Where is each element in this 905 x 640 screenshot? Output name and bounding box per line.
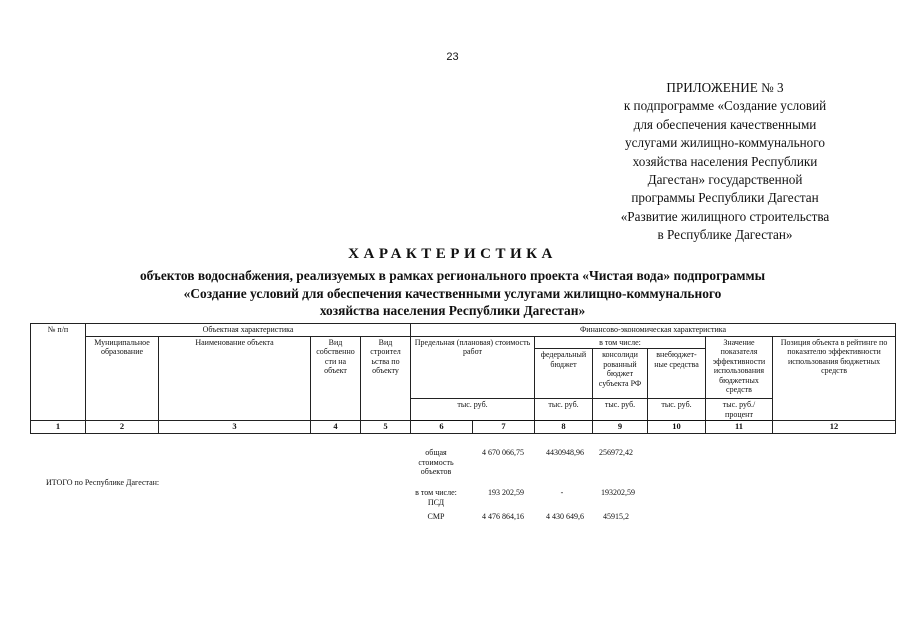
row-design-docs-federal: - <box>560 488 564 497</box>
including-header: в том числе: <box>535 336 706 349</box>
max-cost-header: Предельная (плановая) стоимость работ <box>411 336 535 399</box>
row-label-design-docs: в том числе: ПСД <box>415 488 457 507</box>
column-number: 8 <box>535 421 593 434</box>
row-total-cost-federal: 4430948,96 <box>546 448 584 457</box>
consolidated-unit: тыс. руб. <box>593 399 648 421</box>
appendix-line: ПРИЛОЖЕНИЕ № 3 <box>666 80 784 95</box>
rating-position-header: Позиция объекта в рейтинге по показателю эффективности использования бюджетных средств <box>773 336 896 421</box>
column-number: 7 <box>473 421 535 434</box>
appendix-line: к подпрограмме «Создание условий <box>623 98 827 114</box>
finance-characteristic-header: Финансово-экономическая характеристика <box>411 324 896 337</box>
subtitle-line: хозяйства населения Республики Дагестан» <box>319 303 586 318</box>
construction-type-header: Вид строител ьства по объекту <box>361 336 411 421</box>
total-label: ИТОГО по Республике Дагестан: <box>46 478 160 487</box>
max-cost-unit: тыс. руб. <box>411 399 535 421</box>
column-number: 6 <box>411 421 473 434</box>
appendix-line: хозяйства населения Республики <box>632 153 818 169</box>
object-name-header: Наименование объекта <box>159 336 311 421</box>
subtitle-line: объектов водоснабжения, реализуемых в рамках регионального проекта «Чистая вода» подпрограммы <box>139 268 766 283</box>
municipality-header: Муниципальное образование <box>86 336 159 421</box>
appendix-line: для обеспечения качественными <box>633 116 817 132</box>
col-number-header: № п/п <box>31 324 86 421</box>
efficiency-header: Значение показателя эффективности использования бюджетных средств <box>706 336 773 399</box>
consolidated-budget-header: консолиди рованный бюджет субъекта РФ <box>593 349 648 399</box>
column-number: 11 <box>706 421 773 434</box>
appendix-line: Дагестан» государственной <box>647 172 803 188</box>
column-number: 9 <box>593 421 648 434</box>
ownership-header: Вид собственно сти на объект <box>311 336 361 421</box>
document-subtitle <box>0 267 905 320</box>
row-total-cost-sum: 4 670 066,75 <box>482 448 524 457</box>
row-total-cost-consolidated: 256972,42 <box>599 448 633 457</box>
row-label-total-cost: общая стоимость объектов <box>418 448 454 476</box>
federal-budget-header: федеральный бюджет <box>535 349 593 399</box>
appendix-line: «Развитие жилищного строительства <box>620 208 830 224</box>
object-characteristic-header: Объектная характеристика <box>86 324 411 337</box>
column-number: 4 <box>311 421 361 434</box>
efficiency-unit: тыс. руб./ процент <box>706 399 773 421</box>
column-number: 5 <box>361 421 411 434</box>
document-title: ХАРАКТЕРИСТИКА <box>348 246 557 262</box>
column-number: 2 <box>86 421 159 434</box>
row-design-docs-consolidated: 193202,59 <box>601 488 635 497</box>
appendix-line: услугами жилищно-коммунального <box>625 135 825 151</box>
page-number: 23 <box>446 51 459 63</box>
row-label-construction-works: СМР <box>427 512 445 521</box>
extrabudget-unit: тыс. руб. <box>648 399 706 421</box>
characteristics-table-header <box>30 323 896 434</box>
appendix-line: в Республике Дагестан» <box>657 227 793 243</box>
row-construction-works-consolidated: 45915,2 <box>603 512 629 521</box>
federal-unit: тыс. руб. <box>535 399 593 421</box>
subtitle-line: «Создание условий для обеспечения качественными услугами жилищно-коммунального <box>183 285 722 301</box>
column-number: 3 <box>159 421 311 434</box>
row-construction-works-federal: 4 430 649,6 <box>546 512 584 521</box>
appendix-line: программы Республики Дагестан <box>631 190 819 206</box>
row-construction-works-sum: 4 476 864,16 <box>482 512 524 521</box>
appendix-header <box>595 79 855 245</box>
column-number: 12 <box>773 421 896 434</box>
row-design-docs-sum: 193 202,59 <box>488 488 524 497</box>
column-number: 10 <box>648 421 706 434</box>
extrabudget-header: внебюджет-ные средства <box>648 349 706 399</box>
column-number: 1 <box>31 421 86 434</box>
